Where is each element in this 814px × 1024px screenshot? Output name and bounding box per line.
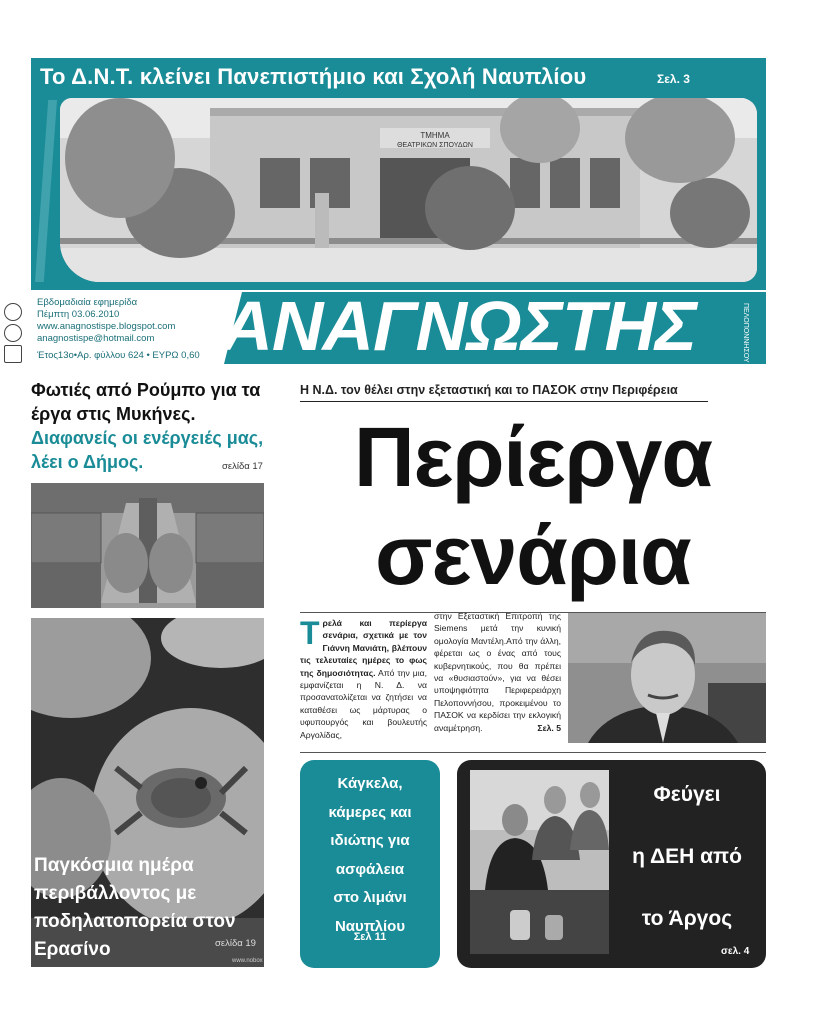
banner-page-ref: Σελ. 3 — [657, 72, 690, 86]
article-intro: ρελά και περίεργα σενάρια, σχετικά με τον Γιάννη Μανιάτη, βλέπουν τις τελευταίες ημέρες το φως της δημοσιότητας. — [300, 618, 427, 678]
meeting-illustration — [470, 770, 609, 954]
environment-day-caption[interactable]: Παγκόσμια ημέρα περιβάλλοντος με ποδηλατοπορεία στον Ερασίνο — [34, 855, 236, 960]
deh-story-headline — [612, 764, 762, 950]
info-website[interactable]: www.anagnostispe.blogspot.com — [37, 321, 176, 332]
kicker-rule — [300, 401, 708, 402]
deh-line: η ΔΕΗ από — [632, 845, 742, 868]
side-logos — [2, 300, 24, 366]
article-body-2: στην Εξεταστική Επιτροπή της Siemens μετά την κυνική ομολογία Μαντέλη.Από την άλλη, φέρεται ως ο ένας από τους κυβερνητικούς, που θα πρέπει να «θυσιαστούν», για να θέσει υποψηφιότητα Περιφερειάρχη Πελοποννήσου, προκειμένου το ΠΑΣΟΚ να κερδίσει την εκλογική αναμέτρηση. — [434, 611, 561, 733]
stamp-icon — [4, 345, 22, 363]
deh-line: Φεύγει — [653, 783, 721, 806]
left-headline-sub: Διαφανείς οι ενέργειές μας, λέει ο Δήμος. — [31, 428, 264, 472]
portrait-illustration — [568, 613, 766, 743]
article-body-1: Από την μια, εμφανίζεται η Ν. Δ. να προσανατολίζεται να ζητήσει να καταθέσει ως μάρτυρας ο υφυπουργός και βουλευτής Αργολίδας, — [300, 667, 427, 740]
lead-headline-line2: σενάρια — [375, 508, 691, 602]
left-page-ref: σελίδα 17 — [222, 461, 263, 472]
seal-icon — [4, 324, 22, 342]
deh-line: το Άργος — [641, 907, 733, 930]
university-building-photo — [60, 98, 757, 282]
info-issue: Έτος13ο•Αρ. φύλλου 624 • ΕΥΡΩ 0,60 — [37, 350, 200, 361]
port-story-headline — [300, 770, 440, 941]
article-column-2 — [434, 610, 561, 734]
port-line: ασφάλεια — [335, 860, 405, 878]
newspaper-title: ΑΝΑΓΝΩΣΤΗΣ — [221, 287, 697, 365]
port-line: στο λιμάνι — [333, 889, 407, 906]
meeting-photo — [470, 770, 609, 954]
left-story-headline[interactable] — [31, 378, 266, 474]
left-page-ref-2: σελίδα 19 — [215, 938, 256, 949]
newspaper-subtitle: ΠΕΛΟΠΟΝΝΗΣΟΥ — [742, 303, 749, 363]
photo-credit: www.nobox — [232, 958, 263, 964]
svg-text:ΘΕΑΤΡΙΚΩΝ ΣΠΟΥΔΩΝ: ΘΕΑΤΡΙΚΩΝ ΣΠΟΥΔΩΝ — [397, 142, 473, 149]
article-page-ref: Σελ. 5 — [537, 722, 561, 733]
port-line: Ναυπλίου — [334, 917, 406, 935]
politician-portrait — [568, 613, 766, 743]
deh-page-ref: σελ. 4 — [721, 946, 750, 957]
building-illustration — [60, 98, 757, 282]
drop-cap: Τ — [300, 615, 320, 651]
article-column-1 — [300, 617, 427, 741]
monument-photo — [31, 483, 264, 608]
left-headline-main: Φωτιές από Ρούμπο για τα έργα στις Μυκήνες. — [31, 380, 261, 424]
port-line: κάμερες και — [328, 803, 412, 821]
port-page-ref: Σελ 11 — [353, 931, 387, 943]
lead-headline[interactable] — [300, 408, 766, 604]
logo-icon — [4, 303, 22, 321]
lions-gate-illustration — [31, 483, 264, 608]
svg-text:ΤΜΗΜΑ: ΤΜΗΜΑ — [420, 131, 450, 140]
info-type: Εβδομαδιαία εφημερίδα — [37, 297, 138, 308]
banner-headline[interactable]: Το Δ.Ν.Τ. κλείνει Πανεπιστήμιο και Σχολή Ναυπλίου — [40, 64, 587, 89]
lead-kicker: Η Ν.Δ. τον θέλει στην εξεταστική και το ΠΑΣΟΚ στην Περιφέρεια — [300, 383, 678, 397]
lead-headline-line1: Περίεργα — [353, 410, 713, 504]
info-email[interactable]: anagnostispe@hotmail.com — [37, 333, 155, 344]
port-line: Κάγκελα, — [337, 775, 403, 792]
info-date: Πέμπτη 03.06.2010 — [37, 309, 120, 320]
port-line: ιδιώτης για — [330, 832, 410, 849]
divider — [300, 752, 766, 753]
